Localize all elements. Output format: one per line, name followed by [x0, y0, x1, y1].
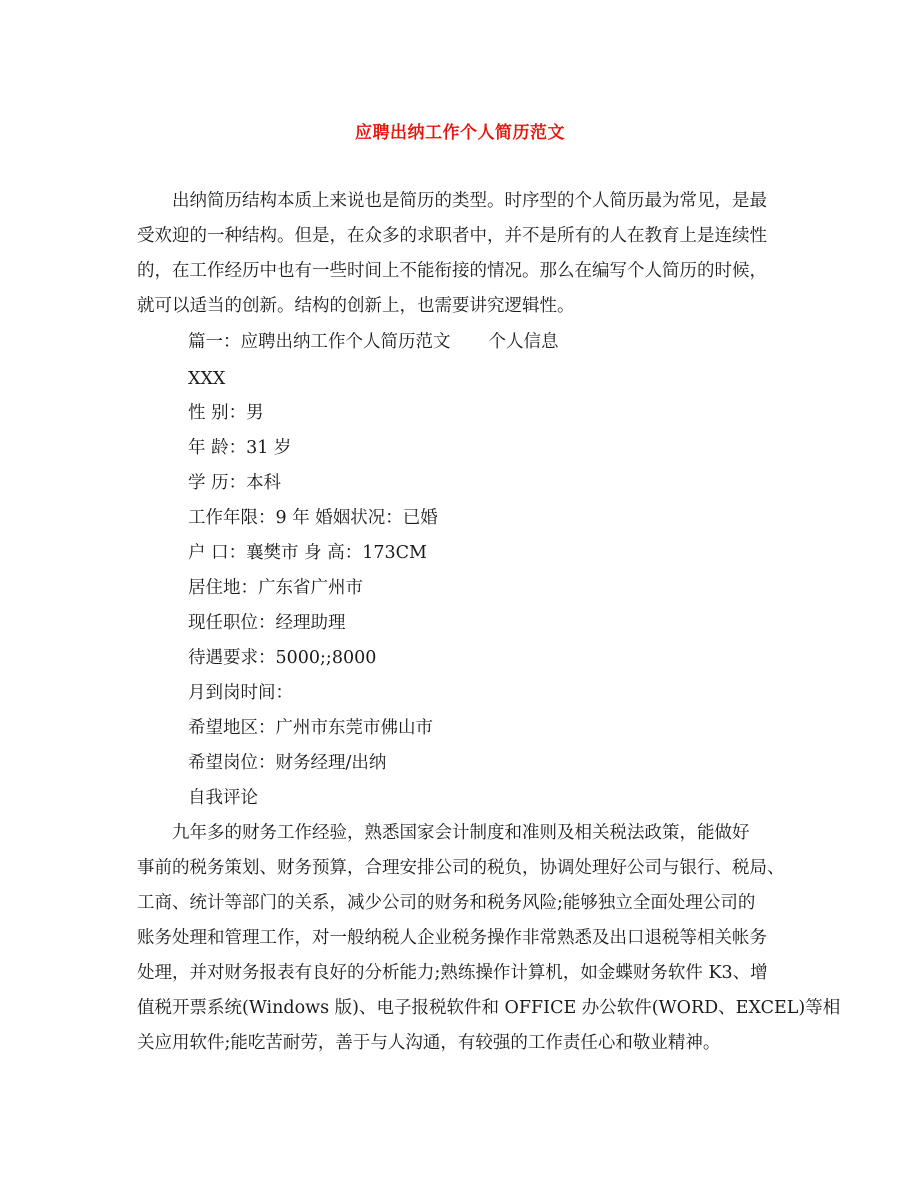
intro-line: 出纳简历结构本质上来说也是简历的类型。时序型的个人简历最为常见，是最: [172, 191, 767, 211]
intro-paragraph: [137, 184, 797, 324]
self-eval-line: 值税开票系统(Windows 版)、电子报税软件和 OFFICE 办公软件(WORD、EXCEL)等相: [137, 998, 841, 1018]
start-date-field: 月到岗时间：: [188, 683, 293, 703]
residence-field: 居住地：广东省广州市: [188, 578, 363, 598]
self-eval-line: 九年多的财务工作经验，熟悉国家会计制度和准则及相关税法政策，能做好: [172, 823, 750, 843]
self-eval-line: 关应用软件;能吃苦耐劳，善于与人沟通，有较强的工作责任心和敬业精神。: [137, 1033, 721, 1053]
self-eval-paragraph: [137, 816, 841, 1061]
section-heading: 篇一：应聘出纳工作个人简历范文: [188, 332, 451, 352]
self-eval-line: 处理，并对财务报表有良好的分析能力;熟练操作计算机，如金蝶财务软件 K3、增: [137, 963, 768, 983]
desired-region-field: 希望地区：广州市东莞市佛山市: [188, 718, 433, 738]
desired-position-field: 希望岗位：财务经理/出纳: [188, 753, 387, 773]
education-field: 学 历：本科: [188, 473, 282, 493]
intro-line: 就可以适当的创新。结构的创新上，也需要讲究逻辑性。: [137, 296, 575, 316]
name-field: XXX: [188, 369, 226, 389]
intro-line: 受欢迎的一种结构。但是，在众多的求职者中，并不是所有的人在教育上是连续性: [137, 226, 767, 246]
intro-line: 的，在工作经历中也有一些时间上不能衔接的情况。那么在编写个人简历的时候，: [137, 261, 767, 281]
household-height-field: 户 口：襄樊市 身 高：173CM: [188, 543, 427, 563]
self-eval-line: 工商、统计等部门的关系，减少公司的财务和税务风险;能够独立全面处理公司的: [137, 893, 756, 913]
work-years-field: 工作年限：9 年 婚姻状况：已婚: [188, 508, 438, 528]
self-eval-heading: 自我评论: [188, 788, 258, 808]
self-eval-line: 事前的税务策划、财务预算，合理安排公司的税负，协调处理好公司与银行、税局、: [137, 858, 785, 878]
document-title: 应聘出纳工作个人简历范文: [355, 123, 565, 143]
section-heading-row: [188, 325, 559, 360]
section-subheading: 个人信息: [488, 332, 559, 352]
salary-field: 待遇要求：5000;;8000: [188, 648, 377, 668]
age-field: 年 龄：31 岁: [188, 438, 292, 458]
self-eval-line: 账务处理和管理工作，对一般纳税人企业税务操作非常熟悉及出口退税等相关帐务: [137, 928, 767, 948]
current-position-field: 现任职位：经理助理: [188, 613, 346, 633]
gender-field: 性 别：男: [188, 403, 264, 423]
